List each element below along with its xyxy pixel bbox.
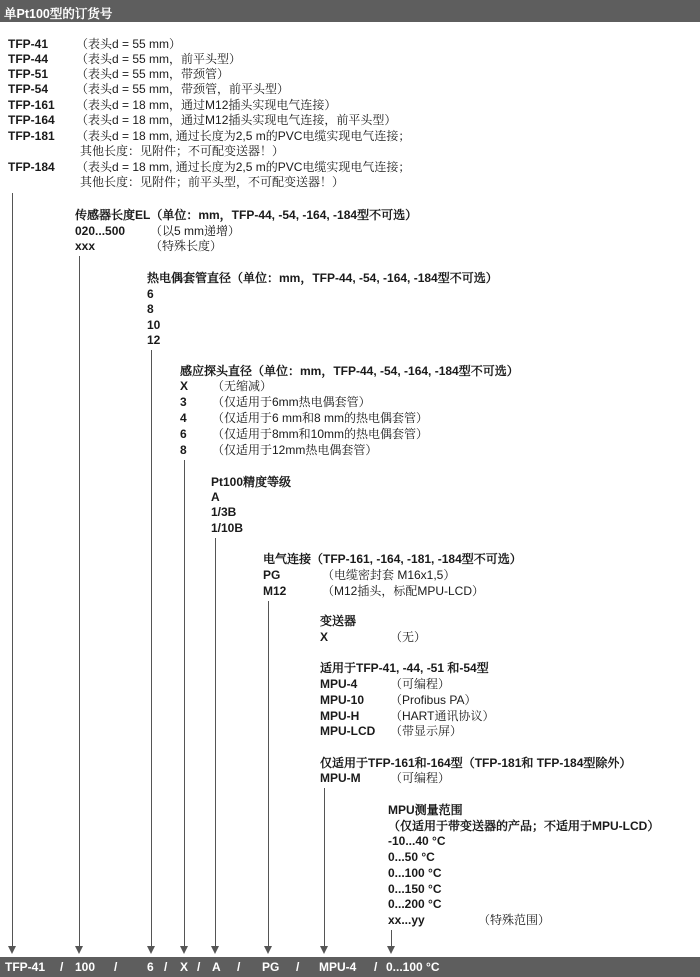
- transmitter-code: MPU-10: [320, 693, 365, 707]
- model-desc: （表头d = 55 mm，带颈管，前平头型）: [76, 82, 290, 96]
- model-code: TFP-51: [8, 67, 49, 81]
- arrow-down-icon: [180, 946, 188, 954]
- accuracy-option: 1/3B: [211, 505, 237, 519]
- model-desc: （表头d = 18 mm, 通过长度为2,5 m的PVC电缆实现电气连接；: [76, 160, 411, 174]
- accuracy-title: Pt100精度等级: [211, 475, 292, 489]
- model-code: TFP-41: [8, 37, 49, 51]
- order-separator: /: [60, 960, 64, 974]
- transmitter-group2-title: 仅适用于TFP-161和-164型（TFP-181和 TFP-184型除外）: [320, 756, 632, 770]
- transmitter-code: X: [320, 630, 329, 644]
- probe-code: 6: [180, 427, 187, 441]
- connector-line-transmitter: [324, 788, 325, 947]
- electrical-desc: （M12插头，标配MPU-LCD）: [322, 584, 485, 598]
- order-separator: /: [114, 960, 118, 974]
- range-title: MPU测量范围: [388, 803, 463, 817]
- length-desc: （以5 mm递增）: [150, 224, 241, 238]
- electrical-title: 电气连接（TFP-161, -164, -181, -184型不可选）: [263, 552, 522, 566]
- transmitter-code: MPU-4: [320, 677, 358, 691]
- order-part: PG: [262, 960, 280, 974]
- order-separator: /: [374, 960, 378, 974]
- arrow-down-icon: [264, 946, 272, 954]
- range-option: 0...200 °C: [388, 897, 442, 911]
- model-desc: （表头d = 18 mm, 通过长度为2,5 m的PVC电缆实现电气连接；: [76, 129, 411, 143]
- order-part: 6: [147, 960, 154, 974]
- probe-title: 感应探头直径（单位：mm，TFP-44, -54, -164, -184型不可选）: [180, 364, 519, 378]
- tube-option: 6: [147, 287, 154, 301]
- model-desc: （表头d = 18 mm，通过M12插头实现电气连接，前平头型）: [76, 113, 397, 127]
- model-desc-cont: 其他长度：见附件；前平头型，不可配变送器！）: [80, 175, 345, 189]
- page-title: 单Pt100型的订货号: [4, 7, 113, 21]
- model-desc: （表头d = 55 mm，前平头型）: [76, 52, 242, 66]
- transmitter-code: MPU-LCD: [320, 724, 376, 738]
- transmitter-desc: （可编程）: [390, 677, 451, 691]
- arrow-down-icon: [75, 946, 83, 954]
- transmitter-code: MPU-M: [320, 771, 361, 785]
- arrow-down-icon: [211, 946, 219, 954]
- model-code: TFP-54: [8, 82, 49, 96]
- transmitter-code: MPU-H: [320, 709, 360, 723]
- model-desc: （表头d = 55 mm，带颈管）: [76, 67, 230, 81]
- model-desc: （表头d = 55 mm）: [76, 37, 182, 51]
- model-code: TFP-44: [8, 52, 49, 66]
- order-part: X: [180, 960, 189, 974]
- probe-code: 3: [180, 395, 187, 409]
- arrow-down-icon: [387, 946, 395, 954]
- tube-title: 热电偶套管直径（单位：mm，TFP-44, -54, -164, -184型不可选）: [147, 271, 498, 285]
- length-code: xxx: [75, 239, 96, 253]
- range-option: 0...50 °C: [388, 850, 435, 864]
- transmitter-desc: （可编程）: [390, 771, 451, 785]
- probe-desc: （无缩减）: [212, 379, 273, 393]
- order-part: 100: [75, 960, 96, 974]
- order-part: TFP-41: [5, 960, 46, 974]
- range-option: 0...150 °C: [388, 882, 442, 896]
- accuracy-option: 1/10B: [211, 521, 244, 535]
- header-bar: [0, 0, 700, 22]
- probe-desc: （仅适用于8mm和10mm的热电偶套管）: [212, 427, 429, 441]
- electrical-code: M12: [263, 584, 287, 598]
- electrical-code: PG: [263, 568, 281, 582]
- connector-line-accuracy: [215, 538, 216, 947]
- tube-option: 10: [147, 318, 161, 332]
- accuracy-option: A: [211, 490, 220, 504]
- model-desc: （表头d = 18 mm，通过M12插头实现电气连接）: [76, 98, 337, 112]
- tube-option: 8: [147, 302, 154, 316]
- length-code: 020...500: [75, 224, 126, 238]
- probe-code: X: [180, 379, 189, 393]
- transmitter-desc: （无）: [390, 630, 427, 644]
- connector-line-model: [12, 193, 13, 947]
- transmitter-title: 变送器: [320, 614, 357, 628]
- model-code: TFP-181: [8, 129, 55, 143]
- transmitter-desc: （带显示屏）: [390, 724, 463, 738]
- range-option: 0...100 °C: [388, 866, 442, 880]
- connector-line-probe: [184, 460, 185, 947]
- range-desc: （特殊范围）: [478, 913, 551, 927]
- order-separator: /: [296, 960, 300, 974]
- probe-desc: （仅适用于6mm热电偶套管）: [212, 395, 371, 409]
- arrow-down-icon: [8, 946, 16, 954]
- model-code: TFP-164: [8, 113, 55, 127]
- model-desc-cont: 其他长度：见附件；不可配变送器！）: [80, 144, 285, 158]
- range-option: -10...40 °C: [388, 834, 446, 848]
- length-desc: （特殊长度）: [150, 239, 223, 253]
- connector-line-tube: [151, 350, 152, 947]
- electrical-desc: （电缆密封套 M16x1,5）: [322, 568, 456, 582]
- order-example-bar: [0, 957, 700, 977]
- length-title: 传感器长度EL（单位：mm，TFP-44, -54, -164, -184型不可选）: [75, 208, 418, 222]
- probe-desc: （仅适用于6 mm和8 mm的热电偶套管）: [212, 411, 429, 425]
- transmitter-desc: （Profibus PA）: [390, 693, 477, 707]
- model-code: TFP-161: [8, 98, 55, 112]
- probe-code: 8: [180, 443, 187, 457]
- arrow-down-icon: [147, 946, 155, 954]
- order-part: 0...100 °C: [386, 960, 440, 974]
- probe-code: 4: [180, 411, 187, 425]
- connector-line-electrical: [268, 601, 269, 947]
- order-separator: /: [237, 960, 241, 974]
- tube-option: 12: [147, 333, 161, 347]
- transmitter-group1-title: 适用于TFP-41, -44, -51 和-54型: [320, 661, 489, 675]
- arrow-down-icon: [320, 946, 328, 954]
- model-code: TFP-184: [8, 160, 55, 174]
- connector-line-range: [391, 930, 392, 947]
- range-option: xx...yy: [388, 913, 425, 927]
- connector-line-length: [79, 256, 80, 947]
- order-part: MPU-4: [319, 960, 357, 974]
- range-subtitle: （仅适用于带变送器的产品；不适用于MPU-LCD）: [388, 819, 660, 833]
- order-part: A: [212, 960, 221, 974]
- probe-desc: （仅适用于12mm热电偶套管）: [212, 443, 378, 457]
- order-separator: /: [164, 960, 168, 974]
- transmitter-desc: （HART通讯协议）: [390, 709, 495, 723]
- order-separator: /: [197, 960, 201, 974]
